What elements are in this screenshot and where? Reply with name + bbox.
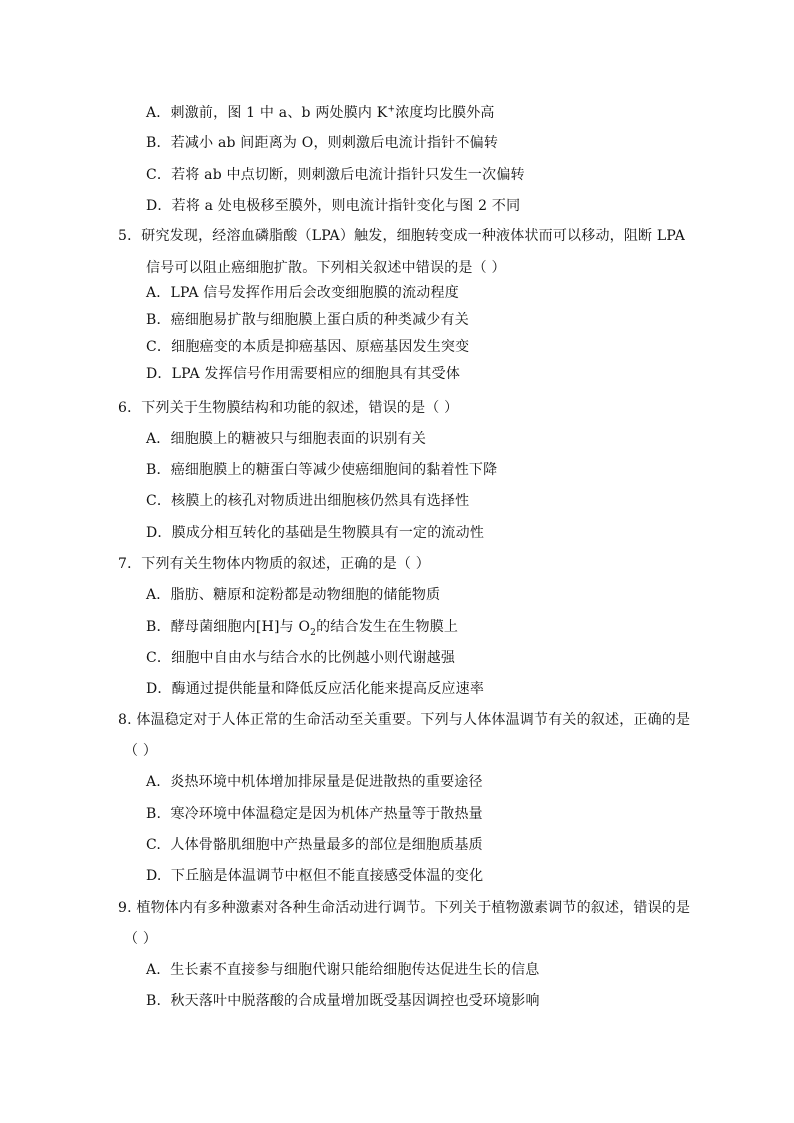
option-text: LPA 信号发挥作用后会改变细胞膜的流动程度 [170,285,459,301]
option-label: B． [146,135,171,151]
q4-option-b [146,133,498,153]
option-label: B． [146,312,171,328]
q7-option-b [146,617,458,637]
option-text: 寒冷环境中体温稳定是因为机体产热量等于散热量 [170,806,483,822]
option-text: 癌细胞膜上的糖蛋白等减少使癌细胞间的黏着性下降 [170,462,498,478]
option-text: 膜成分相互转化的基础是生物膜具有一定的流动性 [171,525,485,541]
q4-option-c [146,165,525,185]
q6-stem: 6．下列关于生物膜结构和功能的叙述，错误的是（ ） [118,400,459,416]
option-label: B． [146,619,171,635]
q6-option-a [146,429,426,449]
option-text: 癌细胞易扩散与细胞膜上蛋白质的种类减少有关 [170,312,469,328]
option-text: 若减小 ab 间距离为 O，则刺激后电流计指针不偏转 [170,135,499,151]
option-text: 细胞膜上的糖被只与细胞表面的识别有关 [170,431,427,447]
q5-stem-line2: 信号可以阻止癌细胞扩散。下列相关叙述中错误的是（ ） [146,260,506,276]
q9-option-b [146,991,540,1011]
q8-option-d [146,866,483,886]
q4-option-a [146,103,495,123]
option-text: 刺激前，图 1 中 a、b 两处膜内 K [170,105,388,121]
option-label: A． [146,587,171,603]
q8-option-c [146,835,483,855]
option-text: 脂肪、糖原和淀粉都是动物细胞的储能物质 [170,587,441,603]
option-label: C. [146,837,162,853]
option-label: A. [146,774,161,790]
option-text: 下丘脑是体温调节中枢但不能直接感受体温的变化 [170,868,484,884]
option-label: D． [146,366,172,382]
option-text: 细胞中自由水与结合水的比例越小则代谢越强 [171,650,456,666]
superscript: + [387,104,396,115]
option-label: B. [146,806,162,822]
q7-stem: 7．下列有关生物体内物质的叙述，正确的是（ ） [118,556,430,572]
q8-stem-line1: 8. 体温稳定对于人体正常的生命活动至关重要。下列与人体体温调节有关的叙述，正确的是 [118,712,691,728]
option-label: A． [146,105,171,121]
option-text: 浓度均比膜外高 [395,105,495,121]
option-label: D. [146,868,162,884]
option-label: A． [146,285,171,301]
q7-option-d [146,679,484,699]
option-text: 炎热环境中机体增加排尿量是促进散热的重要途径 [170,774,483,790]
option-label: C． [146,650,172,666]
option-label: D． [146,681,172,697]
q8-option-b [146,804,483,824]
q8-stem-line2: （ ） [124,743,158,759]
option-label: D． [146,525,172,541]
option-label: A. [146,962,161,978]
q7-option-a [146,585,440,605]
option-text: 人体骨骼肌细胞中产热量最多的部位是细胞质基质 [170,837,483,853]
option-text: 核膜上的核孔对物质进出细胞核仍然具有选择性 [171,493,470,509]
option-text: 秋天落叶中脱落酸的合成量增加既受基因调控也受环境影响 [170,993,540,1009]
q5-option-d [146,364,460,384]
option-text: 酵母菌细胞内[H]与 O [170,619,311,635]
option-label: C． [146,339,172,355]
option-text: 的结合发生在生物膜上 [316,619,459,635]
option-text: 生长素不直接参与细胞代谢只能给细胞传达促进生长的信息 [170,962,540,978]
option-label: C． [146,167,172,183]
subscript: 2 [310,627,317,638]
q9-stem-line1: 9. 植物体内有多种激素对各种生命活动进行调节。下列关于植物激素调节的叙述，错误的是 [118,900,691,916]
q5-option-a [146,283,459,303]
option-label: B. [146,993,162,1009]
option-text: 若将 a 处电极移至膜外，则电流计指针变化与图 2 不同 [171,198,521,214]
q7-option-c [146,648,455,668]
q6-option-c [146,491,469,511]
q6-option-b [146,460,497,480]
option-text: 若将 ab 中点切断，则刺激后电流计指针只发生一次偏转 [171,167,525,183]
option-label: D． [146,198,172,214]
q9-stem-line2: （ ） [124,931,158,947]
option-text: 细胞癌变的本质是抑癌基因、原癌基因发生突变 [171,339,470,355]
q5-stem-line1: 5．研究发现，经溶血磷脂酸（LPA）触发，细胞转变成一种液体状而可以移动，阻断 LPA [118,228,686,244]
q9-option-a [146,960,539,980]
q5-option-c [146,337,469,357]
option-text: 酶通过提供能量和降低反应活化能来提高反应速率 [171,681,485,697]
option-text: LPA 发挥信号作用需要相应的细胞具有其受体 [171,366,461,382]
q6-option-d [146,523,484,543]
option-label: A． [146,431,171,447]
option-label: C． [146,493,172,509]
q8-option-a [146,772,483,792]
q5-option-b [146,310,469,330]
option-label: B． [146,462,171,478]
q4-option-d [146,196,520,216]
